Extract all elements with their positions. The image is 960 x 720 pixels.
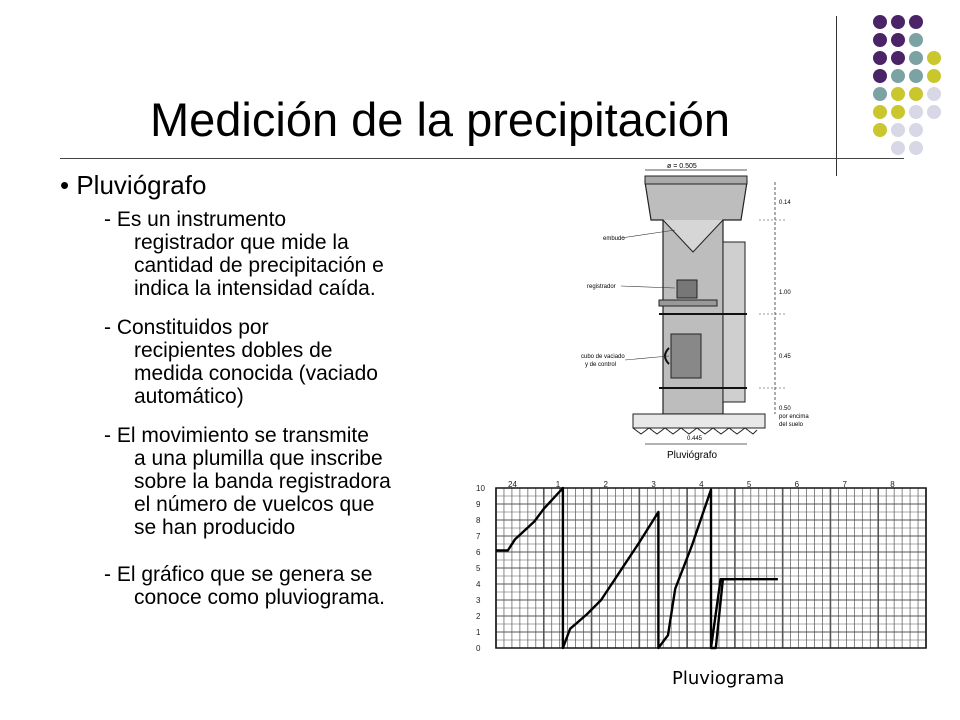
recorder-shelf xyxy=(659,300,717,306)
x-tick-label: 6 xyxy=(794,480,800,489)
decorative-dot xyxy=(909,123,923,137)
paragraph-line: recipientes dobles de xyxy=(134,339,333,362)
paragraph-line: cantidad de precipitación e xyxy=(134,254,384,277)
decorative-dot xyxy=(909,51,923,65)
label-014: 0.14 xyxy=(779,200,791,206)
slide-title: Medición de la precipitación xyxy=(150,93,730,146)
decorative-dot xyxy=(927,87,941,101)
label-registrador: registrador xyxy=(587,284,616,290)
decorative-dot xyxy=(891,33,905,47)
x-tick-label: 1 xyxy=(555,480,561,489)
y-tick-label: 0 xyxy=(476,644,481,653)
decorative-dot xyxy=(927,69,941,83)
label-por-encima: por encima xyxy=(779,414,809,420)
bullet-label: Pluviógrafo xyxy=(76,170,207,200)
y-tick-label: 4 xyxy=(476,580,481,589)
decorative-dot-grid xyxy=(0,0,960,180)
paragraph-line: sobre la banda registradora xyxy=(134,470,391,493)
y-tick-label: 9 xyxy=(476,500,481,509)
paragraph-line: se han producido xyxy=(134,516,296,539)
paragraph-definition xyxy=(104,208,464,300)
decorative-dot xyxy=(909,105,923,119)
decorative-dot xyxy=(891,123,905,137)
decorative-dot xyxy=(891,87,905,101)
paragraph-line: automático) xyxy=(134,385,244,408)
decorative-dot xyxy=(891,141,905,155)
decorative-dot xyxy=(909,87,923,101)
decorative-dot xyxy=(873,123,887,137)
decorative-dot xyxy=(891,105,905,119)
paragraph-line: - Constituidos por xyxy=(104,316,269,339)
decorative-dot xyxy=(891,69,905,83)
decorative-dot xyxy=(873,33,887,47)
x-tick-label: 8 xyxy=(890,480,895,489)
decorative-dot xyxy=(909,15,923,29)
decorative-dot xyxy=(909,69,923,83)
paragraph-constitution xyxy=(104,316,464,408)
bullet-pluviografo xyxy=(60,170,206,201)
label-embudo: embudo xyxy=(603,236,625,242)
y-tick-label: 8 xyxy=(476,516,481,525)
paragraph-graph xyxy=(104,563,464,609)
x-tick-label: 4 xyxy=(699,480,704,489)
y-tick-label: 5 xyxy=(476,564,481,573)
paragraph-line: registrador que mide la xyxy=(134,231,349,254)
paragraph-line: - Es un instrumento xyxy=(104,208,287,231)
y-tick-label: 7 xyxy=(476,532,481,541)
x-tick-label: 24 xyxy=(508,480,517,489)
paragraph-line: a una plumilla que inscribe xyxy=(134,447,383,470)
decorative-dot xyxy=(873,87,887,101)
y-tick-label: 6 xyxy=(476,548,481,557)
chart-caption: Pluviograma xyxy=(672,668,785,689)
pluviograph-diagram xyxy=(563,162,835,464)
paragraph-line: - El gráfico que se genera se xyxy=(104,563,373,586)
pluviogram-series-line xyxy=(711,579,778,648)
recorder-drum xyxy=(677,280,697,298)
paragraph-movement xyxy=(104,424,464,539)
diagram-caption: Pluviógrafo xyxy=(667,450,718,461)
decorative-dot xyxy=(873,105,887,119)
label-diameter: ø = 0.505 xyxy=(667,163,697,170)
bullet-marker: • xyxy=(60,170,70,200)
pluviogram-chart xyxy=(468,476,936,662)
label-cubo-1: cubo de vaciado xyxy=(581,354,625,360)
title-underline xyxy=(60,158,904,159)
decorative-dot xyxy=(891,51,905,65)
decorative-dot xyxy=(927,105,941,119)
label-cubo-2: y de control xyxy=(585,362,617,368)
decorative-dot xyxy=(873,51,887,65)
paragraph-line: medida conocida (vaciado xyxy=(134,362,378,385)
x-tick-label: 2 xyxy=(603,480,609,489)
paragraph-line: - El movimiento se transmite xyxy=(104,424,369,447)
label-050: 0.50 xyxy=(779,406,791,412)
y-tick-label: 10 xyxy=(476,484,485,493)
decorative-dot xyxy=(891,15,905,29)
decorative-dot xyxy=(873,15,887,29)
label-base-width: 0.445 xyxy=(687,436,703,442)
decorative-vertical-line xyxy=(836,16,837,176)
label-del-suelo: del suelo xyxy=(779,422,804,428)
label-100: 1.00 xyxy=(779,290,791,296)
gauge-side-panel xyxy=(723,242,745,402)
paragraph-line: el número de vuelcos que xyxy=(134,493,375,516)
tipping-bucket xyxy=(671,334,701,378)
label-045: 0.45 xyxy=(779,354,791,360)
decorative-dot xyxy=(927,51,941,65)
paragraph-line: conoce como pluviograma. xyxy=(134,586,385,609)
gauge-rim xyxy=(645,176,747,184)
decorative-dot xyxy=(909,33,923,47)
decorative-dot xyxy=(873,69,887,83)
ground-base xyxy=(633,414,765,428)
decorative-dot xyxy=(909,141,923,155)
y-tick-label: 2 xyxy=(476,612,481,621)
x-tick-label: 5 xyxy=(746,480,752,489)
paragraph-line: indica la intensidad caída. xyxy=(134,277,376,300)
x-tick-label: 3 xyxy=(651,480,656,489)
y-tick-label: 1 xyxy=(476,628,481,637)
y-tick-label: 3 xyxy=(476,596,481,605)
x-tick-label: 7 xyxy=(842,480,847,489)
